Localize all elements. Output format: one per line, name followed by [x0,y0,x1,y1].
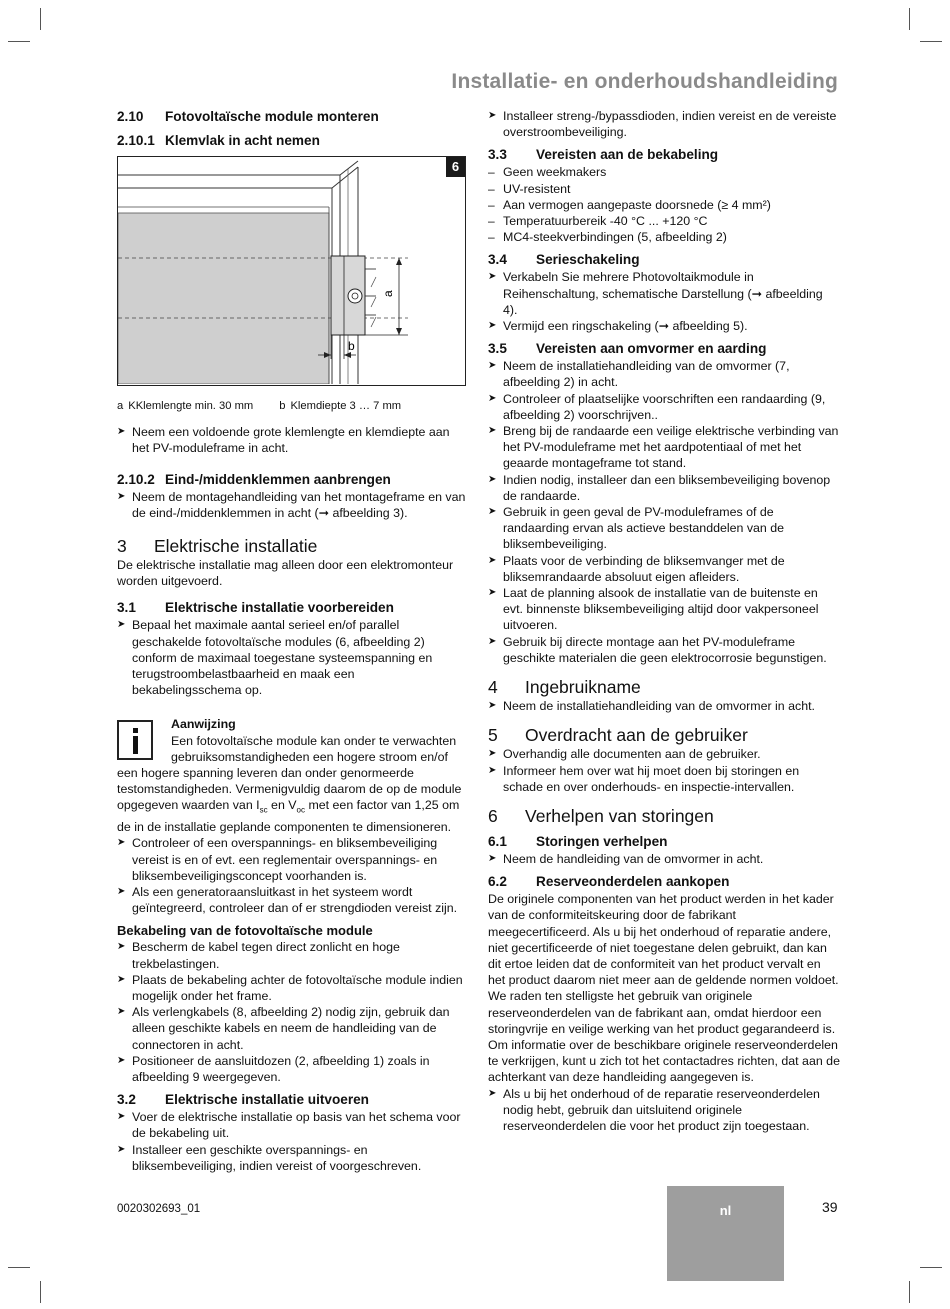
list-item: ➤ Plaats voor de verbinding de bliksemvanger met de bliksemrandaarde absoluut eigen afleiders. [488,553,785,584]
list-item: ➤ Voer de elektrische installatie op basis van het schema voor de bekabeling uit. [117,1110,461,1141]
list-item: ➤ Controleer of een overspannings- en bliksembeveiliging vereist is en of evt. een reglementair overspannings- en bliksembeveiligingsconcept voorhanden is. [117,836,438,883]
note-box [117,716,467,835]
section-heading-2-10-1: 2.10.1 Klemvlak in acht nemen [117,133,320,148]
troubleshooting-instructions [488,851,840,867]
list-item: – Geen weekmakers [488,165,607,180]
section-heading-6-2: 6.2 Reserveonderdelen aankopen [488,874,730,890]
crop-mark [909,8,910,30]
list-item: ➤ Plaats de bekabeling achter de fotovoltaïsche module indien mogelijk onder het frame. [117,972,463,1003]
list-item: ➤ Als u bij het onderhoud of de reparatie reserveonderdelen nodig hebt, gebruik dan uitsluitend originele reserveonderdelen die voor het product zijn toegestaan. [488,1086,820,1133]
section-heading-2-10: 2.10 Fotovoltaïsche module monteren [117,109,379,124]
left-column [117,108,467,1174]
caption-a: a KKlemlengte min. 30 mm [117,400,254,412]
crop-mark [920,1267,942,1268]
clamp-diagram [118,157,464,384]
chapter-heading-4: 4 Ingebruikname [488,677,641,698]
note-title: Aanwijzing [171,717,236,732]
list-item: ➤ Installeer streng-/bypassdioden, indien vereist en de vereiste overstroombeveiliging. [488,109,837,140]
document-number: 0020302693_01 [117,1203,201,1215]
section-heading-3-5: 3.5 Vereisten aan omvormer en aarding [488,341,767,357]
list-item: ➤ Neem de montagehandleiding van het montageframe en van de eind-/middenklemmen in acht (➞ afbeelding 3). [117,489,466,520]
list-item: ➤ Neem een voldoende grote klemlengte en klemdiepte aan het PV-moduleframe in acht. [117,425,450,456]
spare-parts-paragraph-2: We raden ten stelligste het gebruik van originele reserveonderdelen van de fabrikant aan, omdat hierdoor een storingvrije en veilige werking van het product gegarandeerd is. [488,989,836,1036]
info-icon [117,720,153,760]
chapter-heading-6: 6 Verhelpen van storingen [488,805,714,826]
list-item: ➤ Bepaal het maximale aantal serieel en/of parallel geschakelde fotovoltaïsche modules (6, afbeelding 2) conform de maximaal toegestane systeemspanning en terugstroombelastbaarheid en maak een bekabelingsschema op. [117,618,433,698]
cabling-heading: Bekabeling van de fotovoltaïsche module [117,923,373,939]
cabling-instructions [117,939,467,1085]
list-item: ➤ Neem de installatiehandleiding van de omvormer in acht. [488,699,816,714]
list-item: ➤ Vermijd een ringschakeling (➞ afbeelding 5). [488,319,748,334]
crop-mark [40,1281,41,1303]
list-item: ➤ Breng bij de randaarde een veilige elektrische verbinding van het PV-moduleframe met het aardpotentiaal of met het geaarde montageframe tot stand. [488,424,839,471]
list-item: ➤ Laat de planning alsook de installatie van de buitenste en evt. binnenste bliksembeveiliging altijd door vakpersoneel uitvoeren. [488,586,819,633]
series-instructions [488,269,840,334]
list-item: ➤ Overhandig alle documenten aan de gebruiker. [488,747,761,762]
list-item: ➤ Indien nodig, installeer dan een bliksembeveiliging bovenop de randaarde. [488,472,831,503]
list-item: – Aan vermogen aangepaste doorsnede (≥ 4 mm²) [488,197,771,212]
page-number: 39 [822,1199,838,1215]
list-item: ➤ Controleer of plaatselijke voorschriften een randaarding (9, afbeelding 2) voorschrijven.. [488,391,826,422]
end-clamp-instructions [117,489,467,521]
execution-instructions [117,1109,467,1174]
list-item: ➤ Bescherm de kabel tegen direct zonlicht en hoge trekbelastingen. [117,940,400,971]
preparation-instructions [117,617,467,698]
list-item: – Temperatuurbereik -40 °C ... +120 °C [488,214,708,229]
section-heading-2-10-2: 2.10.2 Eind-/middenklemmen aanbrengen [117,471,391,487]
list-item: ➤ Als een generatoraansluitkast in het systeem wordt geïntegreerd, controleer dan of er strengdioden vereist zijn. [117,884,458,916]
figure-clamp-area [117,156,466,386]
crop-mark [920,41,942,42]
figure-caption [117,398,467,414]
protection-instructions [117,835,467,916]
section-3-intro: De elektrische installatie mag alleen door een elektromonteur worden uitgevoerd. [117,558,454,589]
note-text: Een fotovoltaïsche module kan onder te verwachten gebruiksomstandigheden een hogere stroom en/of een hogere spanning leveren dan onder genormeerde testomstandigheden. Vermenigvuldig daarom de op de module opgegeven waarden van $I_{sc}$ en $V_{oc}$ met een factor van 1,25 om de in de installatie geplande componenten te dimensioneren. [117,733,462,835]
page-header-title: Installatie- en onderhoudshandleiding [451,70,838,93]
list-item: – MC4-steekverbindingen (5, afbeelding 2) [488,230,727,245]
section-heading-3-1: 3.1 Elektrische installatie voorbereiden [117,600,394,616]
right-column [488,108,840,1134]
chapter-heading-3: 3 Elektrische installatie [117,536,318,557]
list-item: ➤ Informeer hem over wat hij moet doen bij storingen en schade en over onderhouds- en inspectie-intervallen. [488,763,800,794]
list-item: ➤ Gebruik in geen geval de PV-moduleframes of de randaarding ervan als actieve bestanddelen van de bliksembeveiliging. [488,505,785,552]
list-item: ➤ Installeer een geschikte overspannings- en bliksembeveiliging, indien vereist of voorgeschreven. [117,1142,422,1173]
list-item: ➤ Neem de installatiehandleiding van de omvormer (7, afbeelding 2) in acht. [488,359,790,390]
spare-parts-instructions [488,1086,840,1135]
dimension-a-label: a [381,290,395,297]
dimension-b-label: b [348,339,355,353]
crop-mark [40,8,41,30]
crop-mark [8,1267,30,1268]
section-heading-3-3: 3.3 Vereisten aan de bekabeling [488,147,719,163]
list-item: ➤ Verkabeln Sie mehrere Photovoltaikmodule in Reihenschaltung, schematische Darstellung (➞ afbeelding 4). [488,270,823,317]
chapter-heading-5: 5 Overdracht aan de gebruiker [488,725,748,746]
list-item: ➤ Als verlengkabels (8, afbeelding 2) nodig zijn, gebruik dan alleen geschikte kabels en neem de handleiding van de connectoren in acht. [117,1005,450,1052]
list-item: ➤ Positioneer de aansluitdozen (2, afbeelding 1) zoals in afbeelding 9 weergegeven. [117,1053,430,1084]
spare-parts-paragraph-3: Om informatie over de beschikbare originele reserveonderdelen te verkrijgen, kunt u zich tot het contactadres richten, dat aan de achterkant van deze handleiding aangegeven is. [488,1037,840,1085]
list-item: – UV-resistent [488,181,571,196]
crop-mark [909,1281,910,1303]
list-item: ➤ Gebruik bij directe montage aan het PV-moduleframe geschikte materialen die geen elektrocorrosie begunstigen. [488,634,827,665]
section-heading-3-2: 3.2 Elektrische installatie uitvoeren [117,1092,369,1108]
inverter-grounding-instructions [488,358,840,666]
language-tab: nl [667,1186,784,1281]
figure-number-badge: 6 [446,157,465,177]
list-item: ➤ Neem de handleiding van de omvormer in acht. [488,851,764,866]
clamp-instructions [117,424,467,456]
spare-parts-paragraph-1: De originele componenten van het product werden in het kader van de conformiteitskeuring door de fabrikant meegecertificeerd. Als u bij het onderhoud of reparatie andere, niet gecertificeerde of niet toegestane delen gebruikt, dan kan dit ertoe leiden dat de conformiteit van het product vervalt en het product daarom niet meer aan de geldende normen voldoet. [488,892,839,988]
caption-b: b Klemdiepte 3 … 7 mm [279,400,402,412]
commissioning-instructions [488,698,840,714]
handover-instructions [488,746,840,795]
cable-requirements [488,164,840,245]
section-heading-3-4: 3.4 Serieschakeling [488,252,640,268]
diode-instructions [488,108,840,140]
section-heading-6-1: 6.1 Storingen verhelpen [488,833,668,849]
crop-mark [8,41,30,42]
